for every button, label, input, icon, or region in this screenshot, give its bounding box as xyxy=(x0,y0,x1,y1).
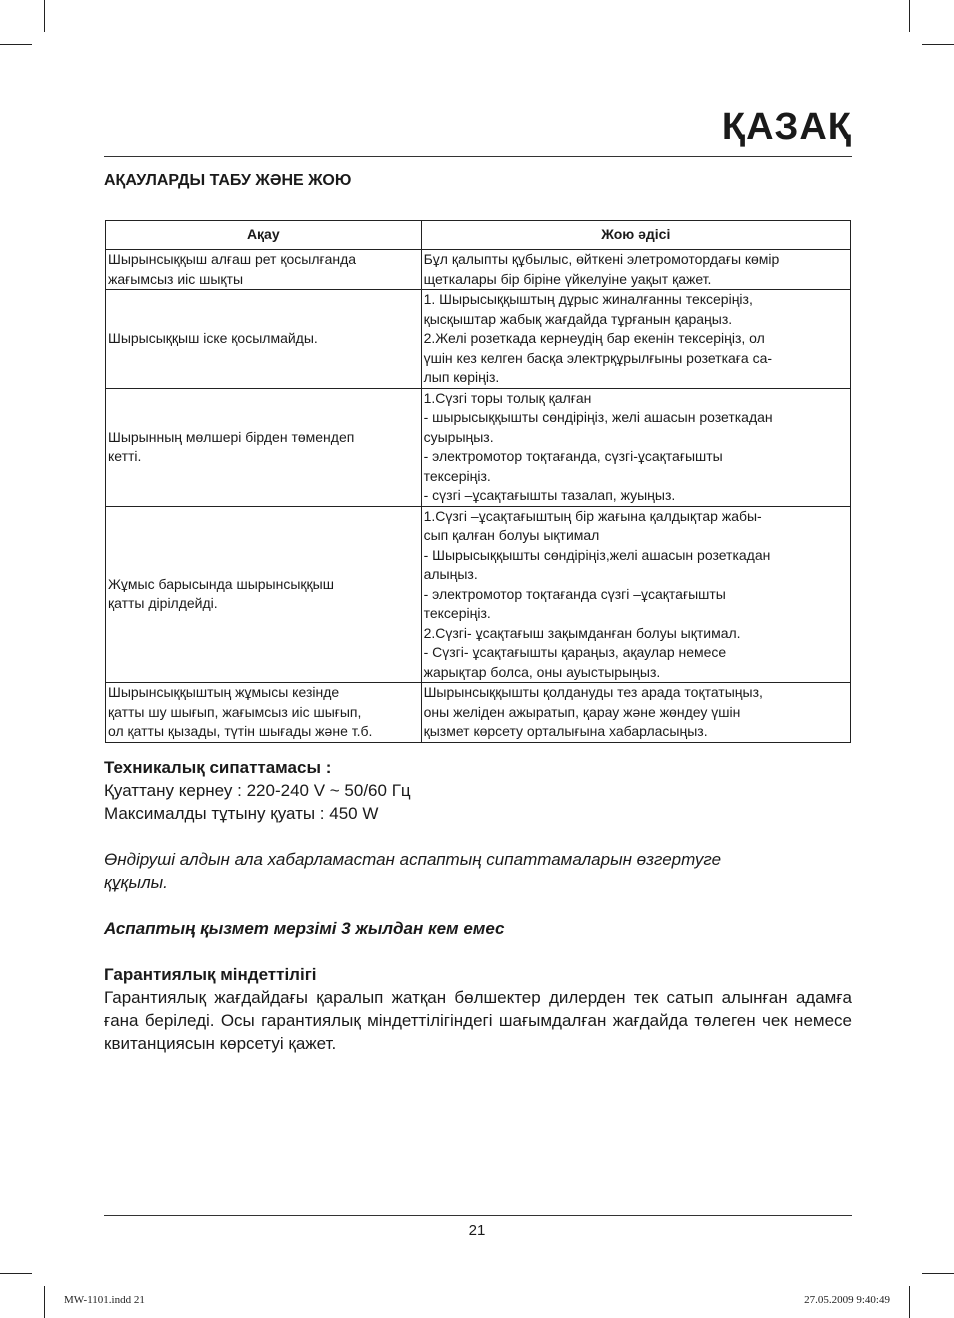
solution-line: - сүзгі –ұсақтағышты тазалап, жуыңыз. xyxy=(423,487,676,503)
solution-cell xyxy=(421,388,850,506)
table-row xyxy=(106,506,851,683)
solution-cell xyxy=(421,683,850,743)
solution-line: 1.Сүзгі –ұсақтағыштың бір жағына қалдықтар жабы- xyxy=(423,507,762,524)
solution-line: - электромотор тоқтағанда сүзгі –ұсақтағышты xyxy=(423,585,726,602)
solution-line: Шырынсыққышты қолдануды тез арада тоқтатыңыз, xyxy=(423,684,763,700)
problem-line: Шырынсыққыш алғаш рет қосылғанда xyxy=(108,251,357,267)
crop-mark xyxy=(0,1273,32,1274)
problem-cell xyxy=(106,506,422,683)
crop-mark xyxy=(922,44,954,45)
warranty-heading: Гарантиялық міндеттілігі xyxy=(104,965,317,984)
problem-line: Шырынның мөлшері бірден төмендеп xyxy=(108,428,355,445)
solution-line: жарықтар болса, оны ауыстырыңыз. xyxy=(423,663,661,680)
table-row xyxy=(106,683,851,743)
header-rule xyxy=(104,156,852,157)
solution-line: - Сүзгі- ұсақтағышты қараңыз, ақаулар немесе xyxy=(423,644,727,660)
crop-mark xyxy=(909,1286,910,1318)
problem-cell xyxy=(106,250,422,290)
power-spec: Максималды тұтыну қуаты : 450 W xyxy=(104,804,379,823)
table-header-row xyxy=(106,221,851,250)
crop-mark xyxy=(44,1286,45,1318)
solution-line: Бұл қалыпты құбылыс, өйткені элетромотордағы көмір xyxy=(423,251,780,267)
problem-line: қатты дірілдейді. xyxy=(108,595,218,612)
problem-line: ол қатты қызады, түтін шығады және т.б. xyxy=(108,723,373,739)
solution-cell xyxy=(421,250,850,290)
problem-line: Шырысыққыш іске қосылмайды. xyxy=(108,330,318,346)
solution-line: алыңыз. xyxy=(423,566,478,582)
service-life: Аспаптың қызмет мерзімі 3 жылдан кем емес xyxy=(104,919,505,938)
solution-line: - электромотор тоқтағанда, сүзгі-ұсақтағышты xyxy=(423,448,723,464)
slug-date: 27.05.2009 9:40:49 xyxy=(804,1294,890,1306)
solution-line: 1. Шырысыққыштың дұрыс жиналғанны тексеріңіз, xyxy=(423,291,753,307)
solution-line: қызмет көрсету орталығына хабарласыңыз. xyxy=(423,723,708,739)
specs-heading: Техникалық сипаттамасы : xyxy=(104,758,332,777)
problem-line: жағымсыз иіс шықты xyxy=(108,270,244,287)
solution-line: щеткалары бір біріне үйкелуіне уақыт қажет. xyxy=(423,270,712,287)
section-heading: АҚАУЛАРДЫ ТАБУ ЖӘНЕ ЖОЮ xyxy=(104,172,352,189)
table-row xyxy=(106,388,851,506)
problem-cell xyxy=(106,388,422,506)
solution-line: - шырысыққышты сөндіріңіз, желі ашасын розеткадан xyxy=(423,409,773,425)
notice-line: Өндіруші алдын ала хабарламастан аспаптың сипаттамаларын өзгертуге xyxy=(104,850,722,869)
page-number: 21 xyxy=(468,1222,486,1239)
solution-line: тексеріңіз. xyxy=(423,467,491,484)
column-header-problem: Ақау xyxy=(106,221,422,250)
problem-line: Шырынсыққыштың жұмысы кезінде xyxy=(108,684,340,700)
solution-line: 2.Сүзгі- ұсақтағыш зақымданған болуы ықтимал. xyxy=(423,624,741,641)
solution-line: үшін кез келген басқа электрқұрылғыны розеткаға са- xyxy=(423,349,773,366)
problem-line: қатты шу шығып, жағымсыз иіс шығып, xyxy=(108,703,362,720)
crop-mark xyxy=(44,0,45,32)
table-row xyxy=(106,250,851,290)
solution-line: 2.Желі розеткада кернеудің бар екенін тексеріңіз, ол xyxy=(423,330,765,346)
solution-line: 1.Сүзгі торы толық қалған xyxy=(423,389,592,406)
troubleshooting-table xyxy=(105,220,851,743)
solution-cell xyxy=(421,290,850,389)
solution-line: қысқыштар жабық жағдайда тұрғанын қараңыз. xyxy=(423,310,733,327)
language-title: ҚАЗАҚ xyxy=(721,106,852,148)
problem-cell xyxy=(106,290,422,389)
specs-block xyxy=(104,756,852,1055)
solution-line: суырыңыз. xyxy=(423,428,494,445)
problem-line: кетті. xyxy=(108,448,142,464)
solution-line: оны желіден ажыратып, қарау және жөндеу үшін xyxy=(423,703,741,720)
solution-line: тексеріңіз. xyxy=(423,605,491,621)
problem-cell xyxy=(106,683,422,743)
footer-rule xyxy=(104,1215,852,1216)
table-row xyxy=(106,290,851,389)
notice-line: құқылы. xyxy=(104,873,168,892)
voltage-spec: Қуаттану кернеу : 220-240 V ~ 50/60 Гц xyxy=(104,781,411,800)
crop-mark xyxy=(922,1273,954,1274)
slug-file: MW-1101.indd 21 xyxy=(64,1294,145,1306)
solution-line: - Шырысыққышты сөндіріңіз,желі ашасын розеткадан xyxy=(423,546,771,563)
solution-cell xyxy=(421,506,850,683)
solution-line: сып қалған болуы ықтимал xyxy=(423,527,600,543)
crop-mark xyxy=(0,44,32,45)
problem-line: Жұмыс барысында шырынсыққыш xyxy=(108,575,334,592)
warranty-text: Гарантиялық жағдайдағы қаралып жатқан бөлшектер дилерден тек сатып алынған адамға ғана беріледі. Осы гарантиялық міндеттілігіндегі шағымдалған жағдайда төлеген чек немесе квитанциясын көрсетуі қажет. xyxy=(104,988,852,1053)
crop-mark xyxy=(909,0,910,32)
solution-line: лып көріңіз. xyxy=(423,369,500,385)
column-header-solution: Жою әдісі xyxy=(421,221,850,250)
